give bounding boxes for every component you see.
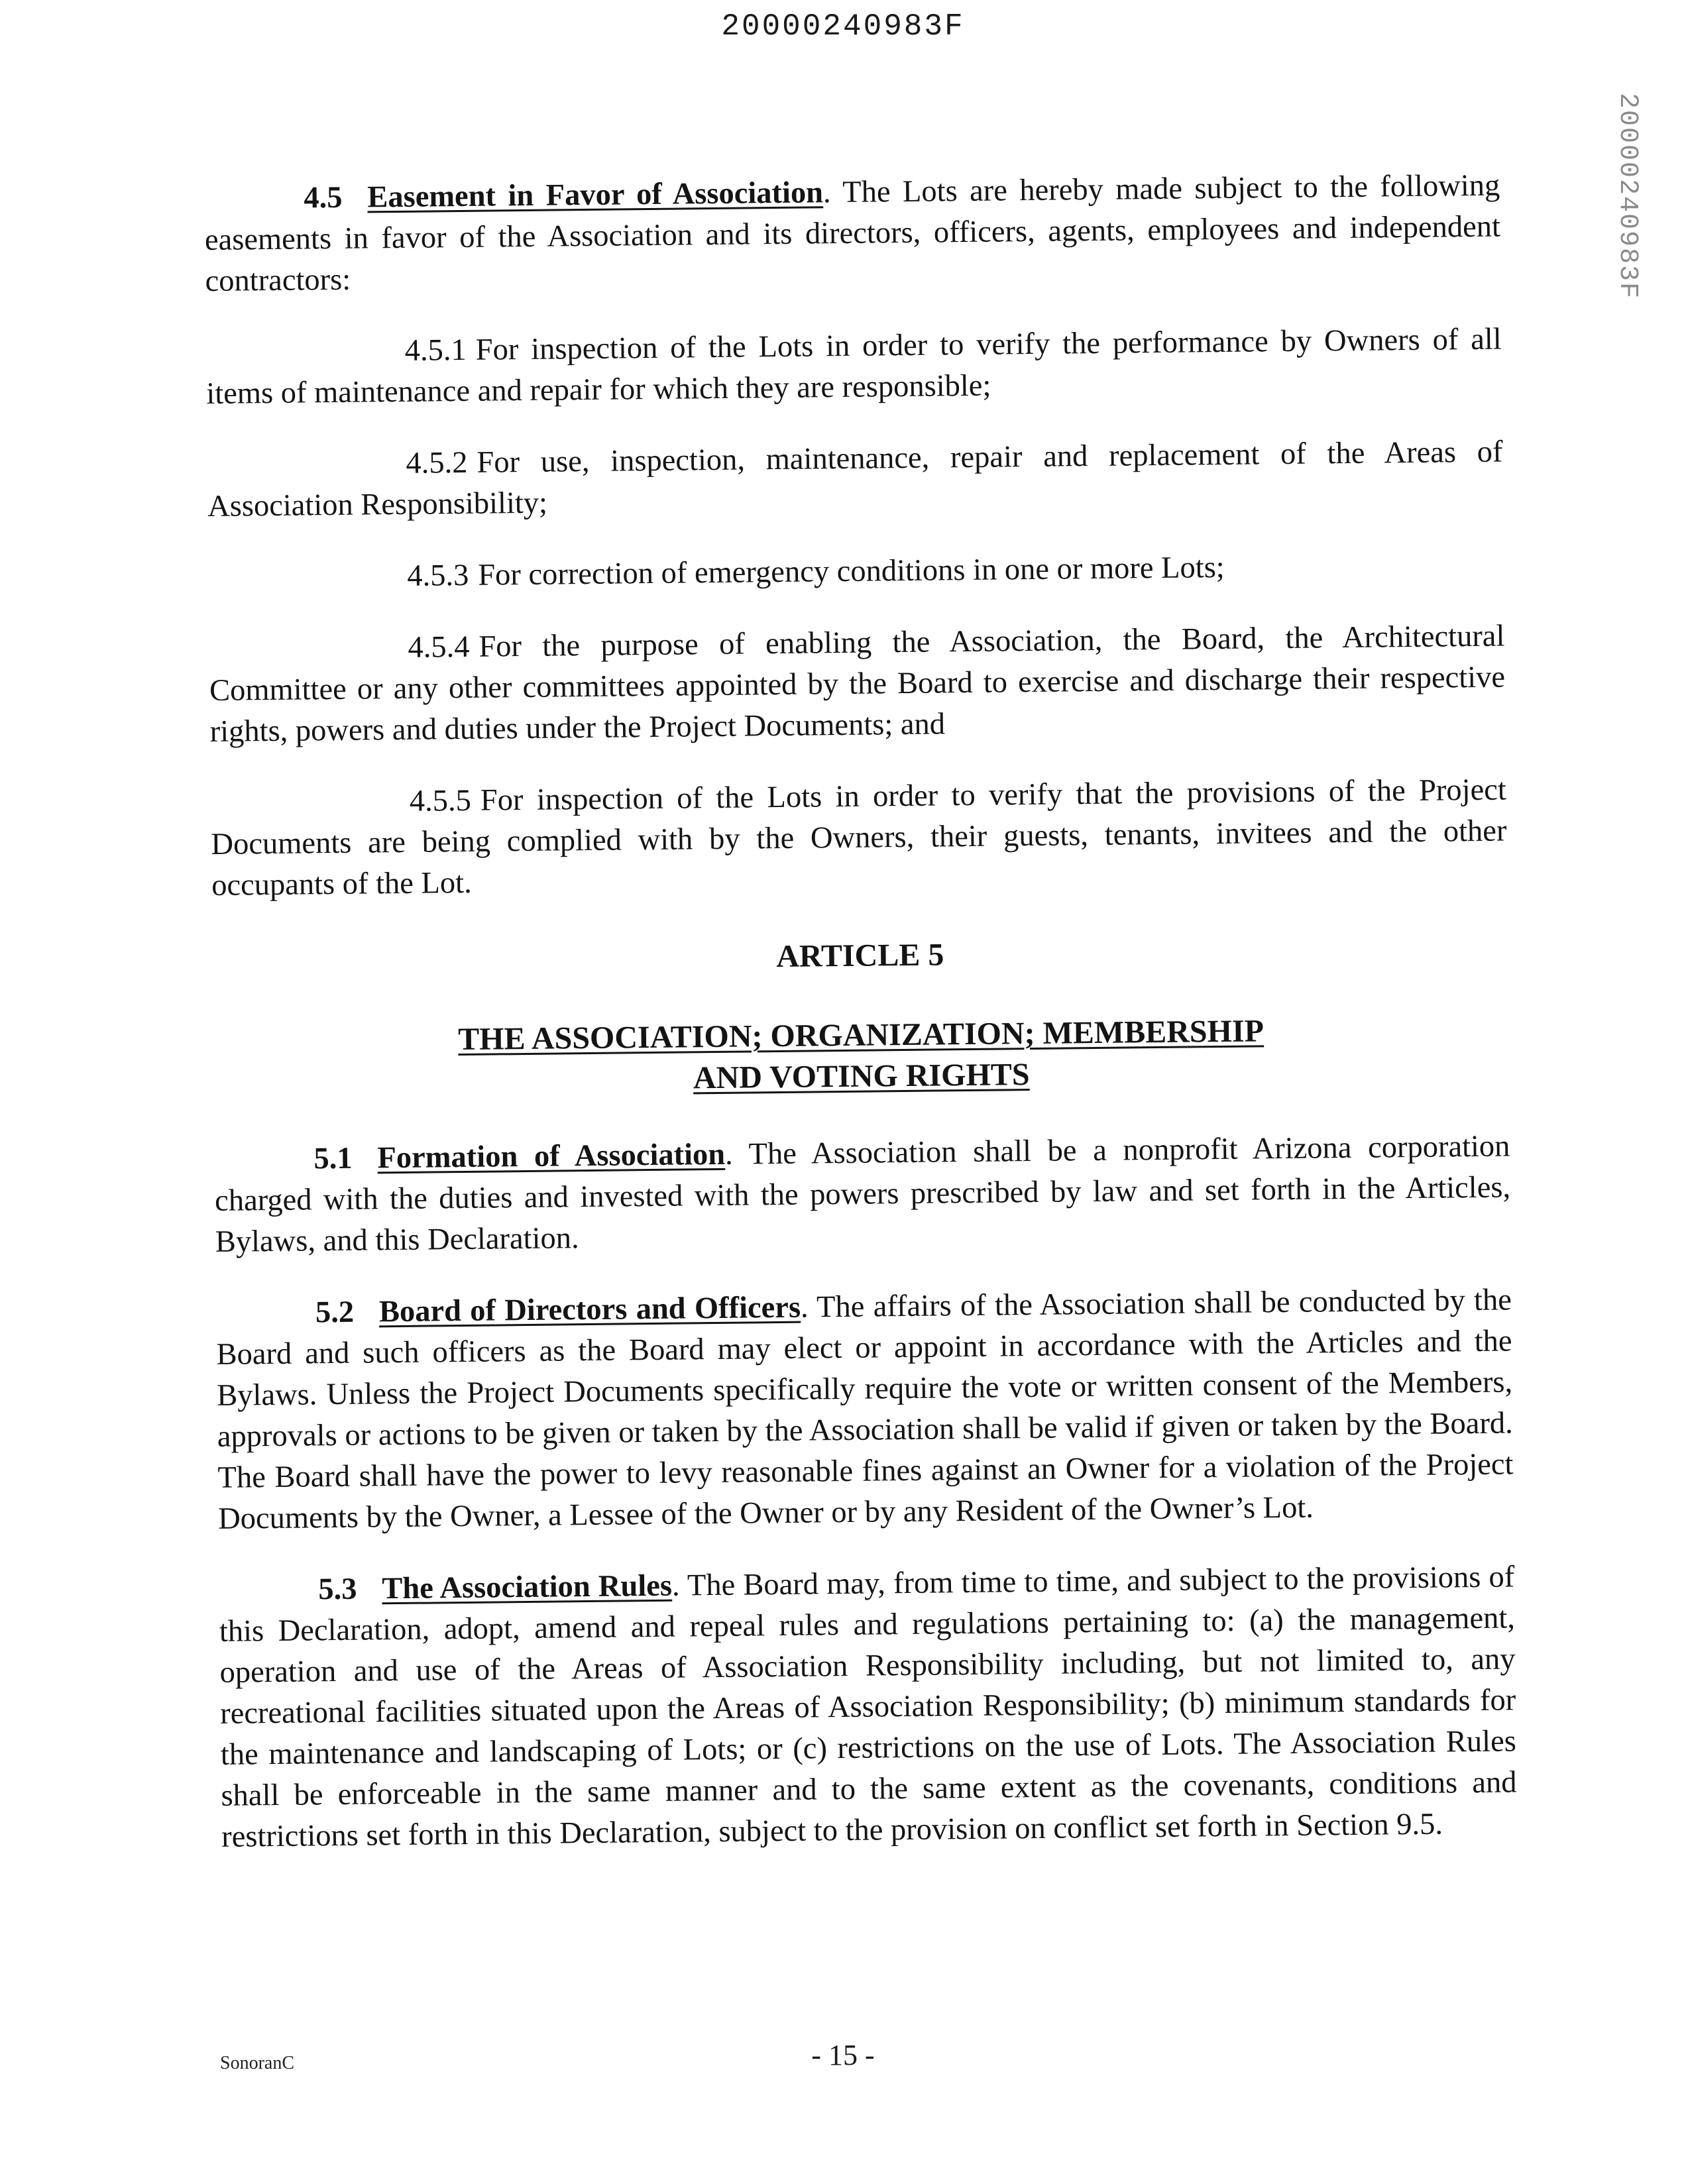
side-stamp xyxy=(1612,93,1642,318)
section-text: . The Lots are hereby made subject to the following easements in favor of the Association and its directors, officers, agents, employees and independent contractors: xyxy=(204,168,1501,298)
article-subtitle-line-1: THE ASSOCIATION; ORGANIZATION; MEMBERSHIP xyxy=(457,1013,1264,1058)
side-stamp-text: 20000240983F xyxy=(1612,93,1642,300)
section-heading: Formation of Association xyxy=(377,1137,726,1175)
subsection-number: 4.5.2 xyxy=(406,445,468,480)
page-body xyxy=(204,166,1517,1858)
section-5-2 xyxy=(216,1280,1514,1539)
section-number: 4.5 xyxy=(304,180,343,215)
section-text: . The Association shall be a nonprofit Arizona corporation charged with the duties and invested with the powers prescribed by law and set forth in the Articles, Bylaws, and this Declaration. xyxy=(214,1129,1511,1259)
section-5-3 xyxy=(219,1556,1517,1857)
subsection-4-5-5 xyxy=(211,769,1508,906)
article-subtitle-line-2: AND VOTING RIGHTS xyxy=(693,1057,1030,1096)
footer-document-label: SonoranC xyxy=(220,2053,294,2073)
article-title: ARTICLE 5 xyxy=(776,937,944,975)
subsection-4-5-2 xyxy=(207,432,1503,527)
section-number: 5.2 xyxy=(315,1295,355,1330)
subsection-number: 4.5.4 xyxy=(408,629,470,665)
subsection-number: 4.5.5 xyxy=(409,783,472,818)
subsection-4-5-4 xyxy=(209,616,1506,752)
section-heading: Easement in Favor of Association xyxy=(367,176,824,215)
subsection-text: For inspection of the Lots in order to verify the performance by Owners of all items of maintenance and repair for which they are responsible; xyxy=(206,322,1502,411)
subsection-number: 4.5.3 xyxy=(407,558,469,593)
subsection-number: 4.5.1 xyxy=(404,333,467,368)
section-text: . The affairs of the Association shall be conducted by the Board and such officers as the Board may elect or appoint in accordance with the Articles and the Bylaws. Unless the Project Documents specifically require the vote or written consent of the Members, approvals or actions to be given or taken by the Association shall be valid if given or taken by the Board. The Board shall have the power to levy reasonable fines against an Owner for a violation of the Project Documents by the Owner, a Lessee of the Owner or by any Resident of the Owner’s Lot. xyxy=(216,1283,1514,1536)
section-heading: The Association Rules xyxy=(382,1568,673,1606)
section-4-5 xyxy=(204,166,1501,302)
subsection-text: For the purpose of enabling the Association, the Board, the Architectural Committee or any other committees appointed by the Board to exercise and discharge their respective rights, powers and duties under the Project Documents; and xyxy=(209,619,1506,749)
page-number: - 15 - xyxy=(811,2039,875,2071)
section-5-1 xyxy=(214,1126,1511,1262)
document-number: 20000240983F xyxy=(721,9,965,44)
subsection-text: For inspection of the Lots in order to verify that the provisions of the Project Documents are being complied with by the Owners, their guests, tenants, invitees and the other occupants of the Lot. xyxy=(211,773,1507,902)
subsection-text: For use, inspection, maintenance, repair and replacement of the Areas of Association Responsibility; xyxy=(207,435,1503,523)
section-heading: Board of Directors and Officers xyxy=(378,1290,801,1329)
section-number: 5.1 xyxy=(313,1141,353,1176)
subsection-text: For correction of emergency conditions in one or more Lots; xyxy=(478,550,1225,592)
section-number: 5.3 xyxy=(318,1572,357,1607)
subsection-4-5-1 xyxy=(205,319,1502,415)
section-text: . The Board may, from time to time, and subject to the provisions of this Declaration, adopt, amend and repeal rules and regulations pertaining to: (a) the management, operation and use of the Areas of Association Responsibility including, but not limited to, any recreational facilities situated upon the Areas of Association Responsibility; (b) minimum standards for the maintenance and landscaping of Lots; or (c) restrictions on the use of Lots. The Association Rules shall be enforceable in the same manner and to the same extent as the covenants, conditions and restrictions set forth in this Declaration, subject to the provision on conflict set forth in Section 9.5. xyxy=(219,1560,1517,1854)
subsection-4-5-3 xyxy=(208,544,1504,598)
